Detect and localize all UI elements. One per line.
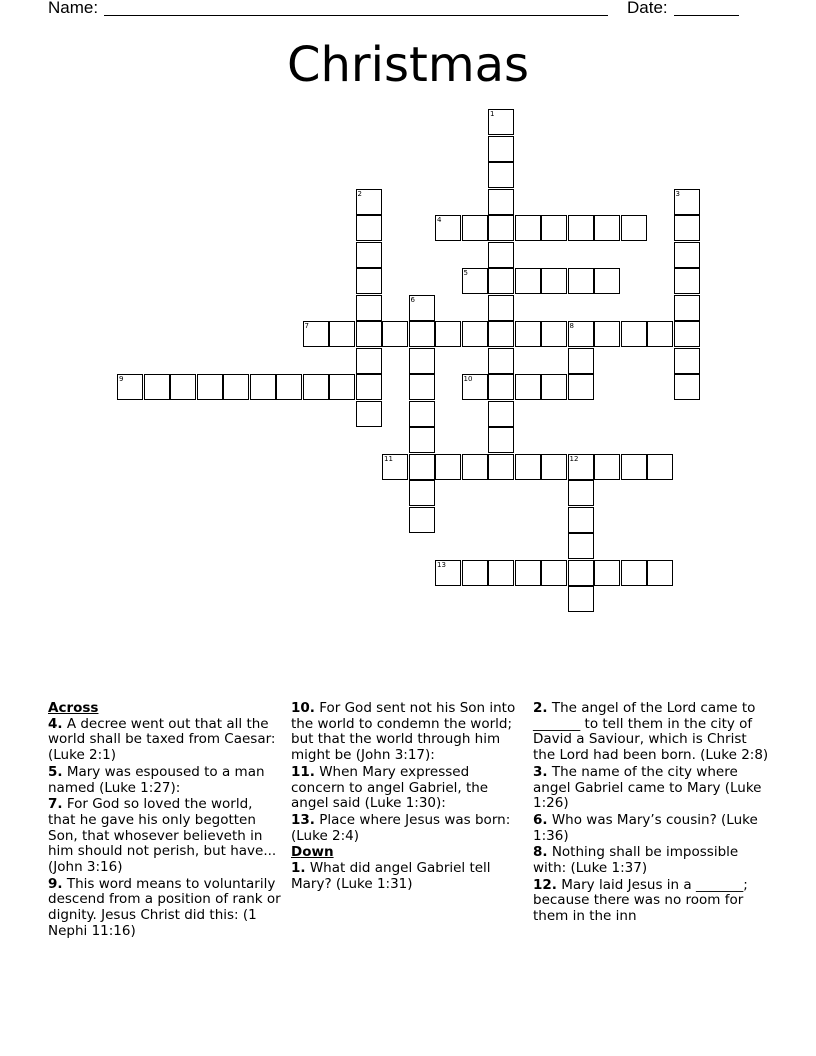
grid-cell[interactable] <box>488 427 514 453</box>
grid-cell[interactable] <box>621 454 647 480</box>
clue-number: 8. <box>533 844 548 861</box>
name-label: Name: <box>48 0 99 17</box>
grid-cell[interactable] <box>515 374 541 400</box>
clue-number: 2. <box>533 700 548 716</box>
grid-cell[interactable] <box>541 454 567 480</box>
grid-cell[interactable] <box>409 374 435 400</box>
clue-number: 3. <box>533 763 548 780</box>
grid-cell[interactable] <box>515 321 541 347</box>
grid-cell[interactable] <box>462 321 488 347</box>
grid-cell[interactable] <box>594 268 620 294</box>
clue-number: 4. <box>48 715 63 732</box>
grid-cell[interactable] <box>674 295 700 321</box>
grid-cell[interactable] <box>409 454 435 480</box>
grid-cell[interactable] <box>462 454 488 480</box>
grid-cell[interactable] <box>594 215 620 241</box>
grid-cell[interactable] <box>356 242 382 268</box>
clue-number-label: 3 <box>675 189 680 198</box>
across-heading: Across <box>48 700 99 716</box>
grid-cell[interactable] <box>144 374 170 400</box>
clue-text: For God sent not his Son into the world to condemn the world; but that the world through him might be (John 3:17): <box>291 700 516 764</box>
grid-cell[interactable] <box>541 215 567 241</box>
grid-cell[interactable] <box>409 401 435 427</box>
clue-across-9 <box>48 877 283 940</box>
clue-number-label: 7 <box>304 322 309 330</box>
grid-cell[interactable] <box>647 321 673 347</box>
grid-cell[interactable] <box>674 189 700 215</box>
clue-number-label: 1 <box>490 110 495 118</box>
clue-number-label: 4 <box>437 216 442 224</box>
grid-cell[interactable] <box>329 321 355 347</box>
down-heading: Down <box>291 844 334 861</box>
grid-cell[interactable] <box>435 321 461 347</box>
clue-column-2 <box>291 701 516 893</box>
clue-down-1 <box>291 861 516 892</box>
grid-cell[interactable] <box>356 348 382 374</box>
page-title: Christmas <box>286 37 529 93</box>
clue-number: 6. <box>533 811 548 828</box>
grid-cell[interactable] <box>409 321 435 347</box>
clue-number-label: 6 <box>410 295 415 304</box>
grid-cell[interactable] <box>568 374 594 400</box>
grid-cell[interactable] <box>568 586 594 612</box>
grid-cell[interactable] <box>674 215 700 241</box>
clue-text: What did angel Gabriel tell Mary? (Luke 1:31) <box>291 860 491 892</box>
clue-down-12 <box>533 878 773 925</box>
clue-across-10 <box>291 701 516 764</box>
clue-column-1 <box>48 701 283 941</box>
clue-number: 12. <box>533 876 557 893</box>
clue-number-label: 10 <box>463 375 473 383</box>
grid-cell[interactable] <box>674 242 700 268</box>
grid-cell[interactable] <box>250 374 276 400</box>
grid-cell[interactable] <box>356 189 382 215</box>
clue-across-11 <box>291 765 516 812</box>
grid-cell[interactable] <box>356 268 382 294</box>
grid-cell[interactable] <box>541 560 567 586</box>
grid-cell[interactable] <box>303 321 329 347</box>
grid-cell[interactable] <box>409 295 435 321</box>
grid-cell[interactable] <box>409 348 435 374</box>
grid-cell[interactable] <box>462 374 488 400</box>
grid-cell[interactable] <box>409 480 435 506</box>
grid-cell[interactable] <box>488 162 514 188</box>
clue-text: Place where Jesus was born: (Luke 2:4) <box>291 811 511 844</box>
clue-text: Who was Mary’s cousin? (Luke 1:36) <box>533 811 758 844</box>
grid-cell[interactable] <box>462 560 488 586</box>
grid-cell[interactable] <box>356 321 382 347</box>
clue-text: Nothing shall be impossible with: (Luke 1:37) <box>533 844 739 877</box>
grid-cell[interactable] <box>541 374 567 400</box>
clue-number: 9. <box>48 875 63 892</box>
grid-cell[interactable] <box>488 136 514 162</box>
grid-cell[interactable] <box>647 560 673 586</box>
grid-cell[interactable] <box>409 427 435 453</box>
grid-cell[interactable] <box>647 454 673 480</box>
grid-cell[interactable] <box>568 454 594 480</box>
grid-cell[interactable] <box>594 454 620 480</box>
grid-cell[interactable] <box>276 374 302 400</box>
grid-cell[interactable] <box>435 215 461 241</box>
grid-cell[interactable] <box>329 374 355 400</box>
grid-cell[interactable] <box>488 454 514 480</box>
grid-cell[interactable] <box>541 321 567 347</box>
clue-down-2 <box>533 701 773 764</box>
grid-cell[interactable] <box>488 189 514 215</box>
grid-cell[interactable] <box>462 215 488 241</box>
grid-cell[interactable] <box>674 348 700 374</box>
grid-cell[interactable] <box>515 215 541 241</box>
clue-text: The angel of the Lord came to _______ to tell them in the city of David a Saviour, which is Christ the Lord had been born. (Luke 2:8) <box>533 700 769 764</box>
grid-cell[interactable] <box>435 454 461 480</box>
grid-cell[interactable] <box>568 348 594 374</box>
grid-cell[interactable] <box>674 321 700 347</box>
grid-cell[interactable] <box>488 109 514 135</box>
grid-cell[interactable] <box>568 268 594 294</box>
clue-number-label: 12 <box>569 454 579 463</box>
clue-number: 13. <box>291 811 315 828</box>
grid-cell[interactable] <box>568 215 594 241</box>
grid-cell[interactable] <box>674 268 700 294</box>
grid-cell[interactable] <box>568 480 594 506</box>
clue-down-3 <box>533 765 773 812</box>
grid-cell[interactable] <box>515 454 541 480</box>
grid-cell[interactable] <box>356 374 382 400</box>
clue-number-label: 9 <box>119 375 124 383</box>
grid-cell[interactable] <box>621 215 647 241</box>
grid-cell[interactable] <box>356 215 382 241</box>
clue-number: 5. <box>48 763 63 780</box>
grid-cell[interactable] <box>541 268 567 294</box>
grid-cell[interactable] <box>197 374 223 400</box>
clue-text: This word means to voluntarily descend from a position of rank or dignity. Jesus Christ did this: (1 Nephi 11:16) <box>48 875 281 939</box>
clue-column-3 <box>533 701 773 926</box>
clue-text: Mary was espoused to a man named (Luke 1:27): <box>48 763 265 796</box>
grid-cell[interactable] <box>488 242 514 268</box>
clue-number-label: 13 <box>437 560 446 569</box>
clue-text: A decree went out that all the world shall be taxed from Caesar: (Luke 2:1) <box>48 715 276 764</box>
grid-cell[interactable] <box>382 454 408 480</box>
grid-cell[interactable] <box>435 560 461 586</box>
grid-cell[interactable] <box>515 560 541 586</box>
date-label: Date: <box>627 0 668 17</box>
grid-cell[interactable] <box>488 560 514 586</box>
grid-cell[interactable] <box>568 533 594 559</box>
clue-text: The name of the city where angel Gabriel came to Mary (Luke 1:26) <box>533 763 762 812</box>
clue-across-7 <box>48 797 283 876</box>
clue-number: 7. <box>48 796 63 813</box>
clue-down-6 <box>533 813 773 844</box>
clue-text: Mary laid Jesus in a _______; because there was no room for them in the inn <box>533 876 748 925</box>
grid-cell[interactable] <box>223 374 249 400</box>
clue-number-label: 8 <box>569 322 574 330</box>
grid-cell[interactable] <box>488 268 514 294</box>
grid-cell[interactable] <box>488 295 514 321</box>
clue-number: 10. <box>291 700 315 716</box>
clue-across-13 <box>291 813 516 844</box>
grid-cell[interactable] <box>515 268 541 294</box>
grid-cell[interactable] <box>170 374 196 400</box>
grid-cell[interactable] <box>488 215 514 241</box>
clue-text: When Mary expressed concern to angel Gabriel, the angel said (Luke 1:30): <box>291 763 489 812</box>
clue-number: 1. <box>291 860 306 877</box>
grid-cell[interactable] <box>568 507 594 533</box>
grid-cell[interactable] <box>621 321 647 347</box>
clue-text: For God so loved the world, that he gave his only begotten Son, that whosever believeth in him should not perish, but have... (John 3:16) <box>48 796 277 876</box>
grid-cell[interactable] <box>462 268 488 294</box>
grid-cell[interactable] <box>621 560 647 586</box>
clue-number-label: 5 <box>463 269 468 277</box>
grid-cell[interactable] <box>382 321 408 347</box>
grid-cell[interactable] <box>488 348 514 374</box>
clue-number-label: 2 <box>357 189 362 198</box>
grid-cell[interactable] <box>488 321 514 347</box>
clue-down-8 <box>533 845 773 876</box>
grid-cell[interactable] <box>409 507 435 533</box>
clue-number-label: 11 <box>384 454 393 463</box>
grid-cell[interactable] <box>568 321 594 347</box>
grid-cell[interactable] <box>488 374 514 400</box>
clue-number: 11. <box>291 763 315 780</box>
grid-cell[interactable] <box>117 374 143 400</box>
grid-cell[interactable] <box>356 295 382 321</box>
grid-cell[interactable] <box>674 374 700 400</box>
grid-cell[interactable] <box>594 560 620 586</box>
grid-cell[interactable] <box>356 401 382 427</box>
grid-cell[interactable] <box>594 321 620 347</box>
grid-cell[interactable] <box>303 374 329 400</box>
clue-across-4 <box>48 717 283 764</box>
grid-cell[interactable] <box>568 560 594 586</box>
clue-across-5 <box>48 765 283 796</box>
grid-cell[interactable] <box>488 401 514 427</box>
